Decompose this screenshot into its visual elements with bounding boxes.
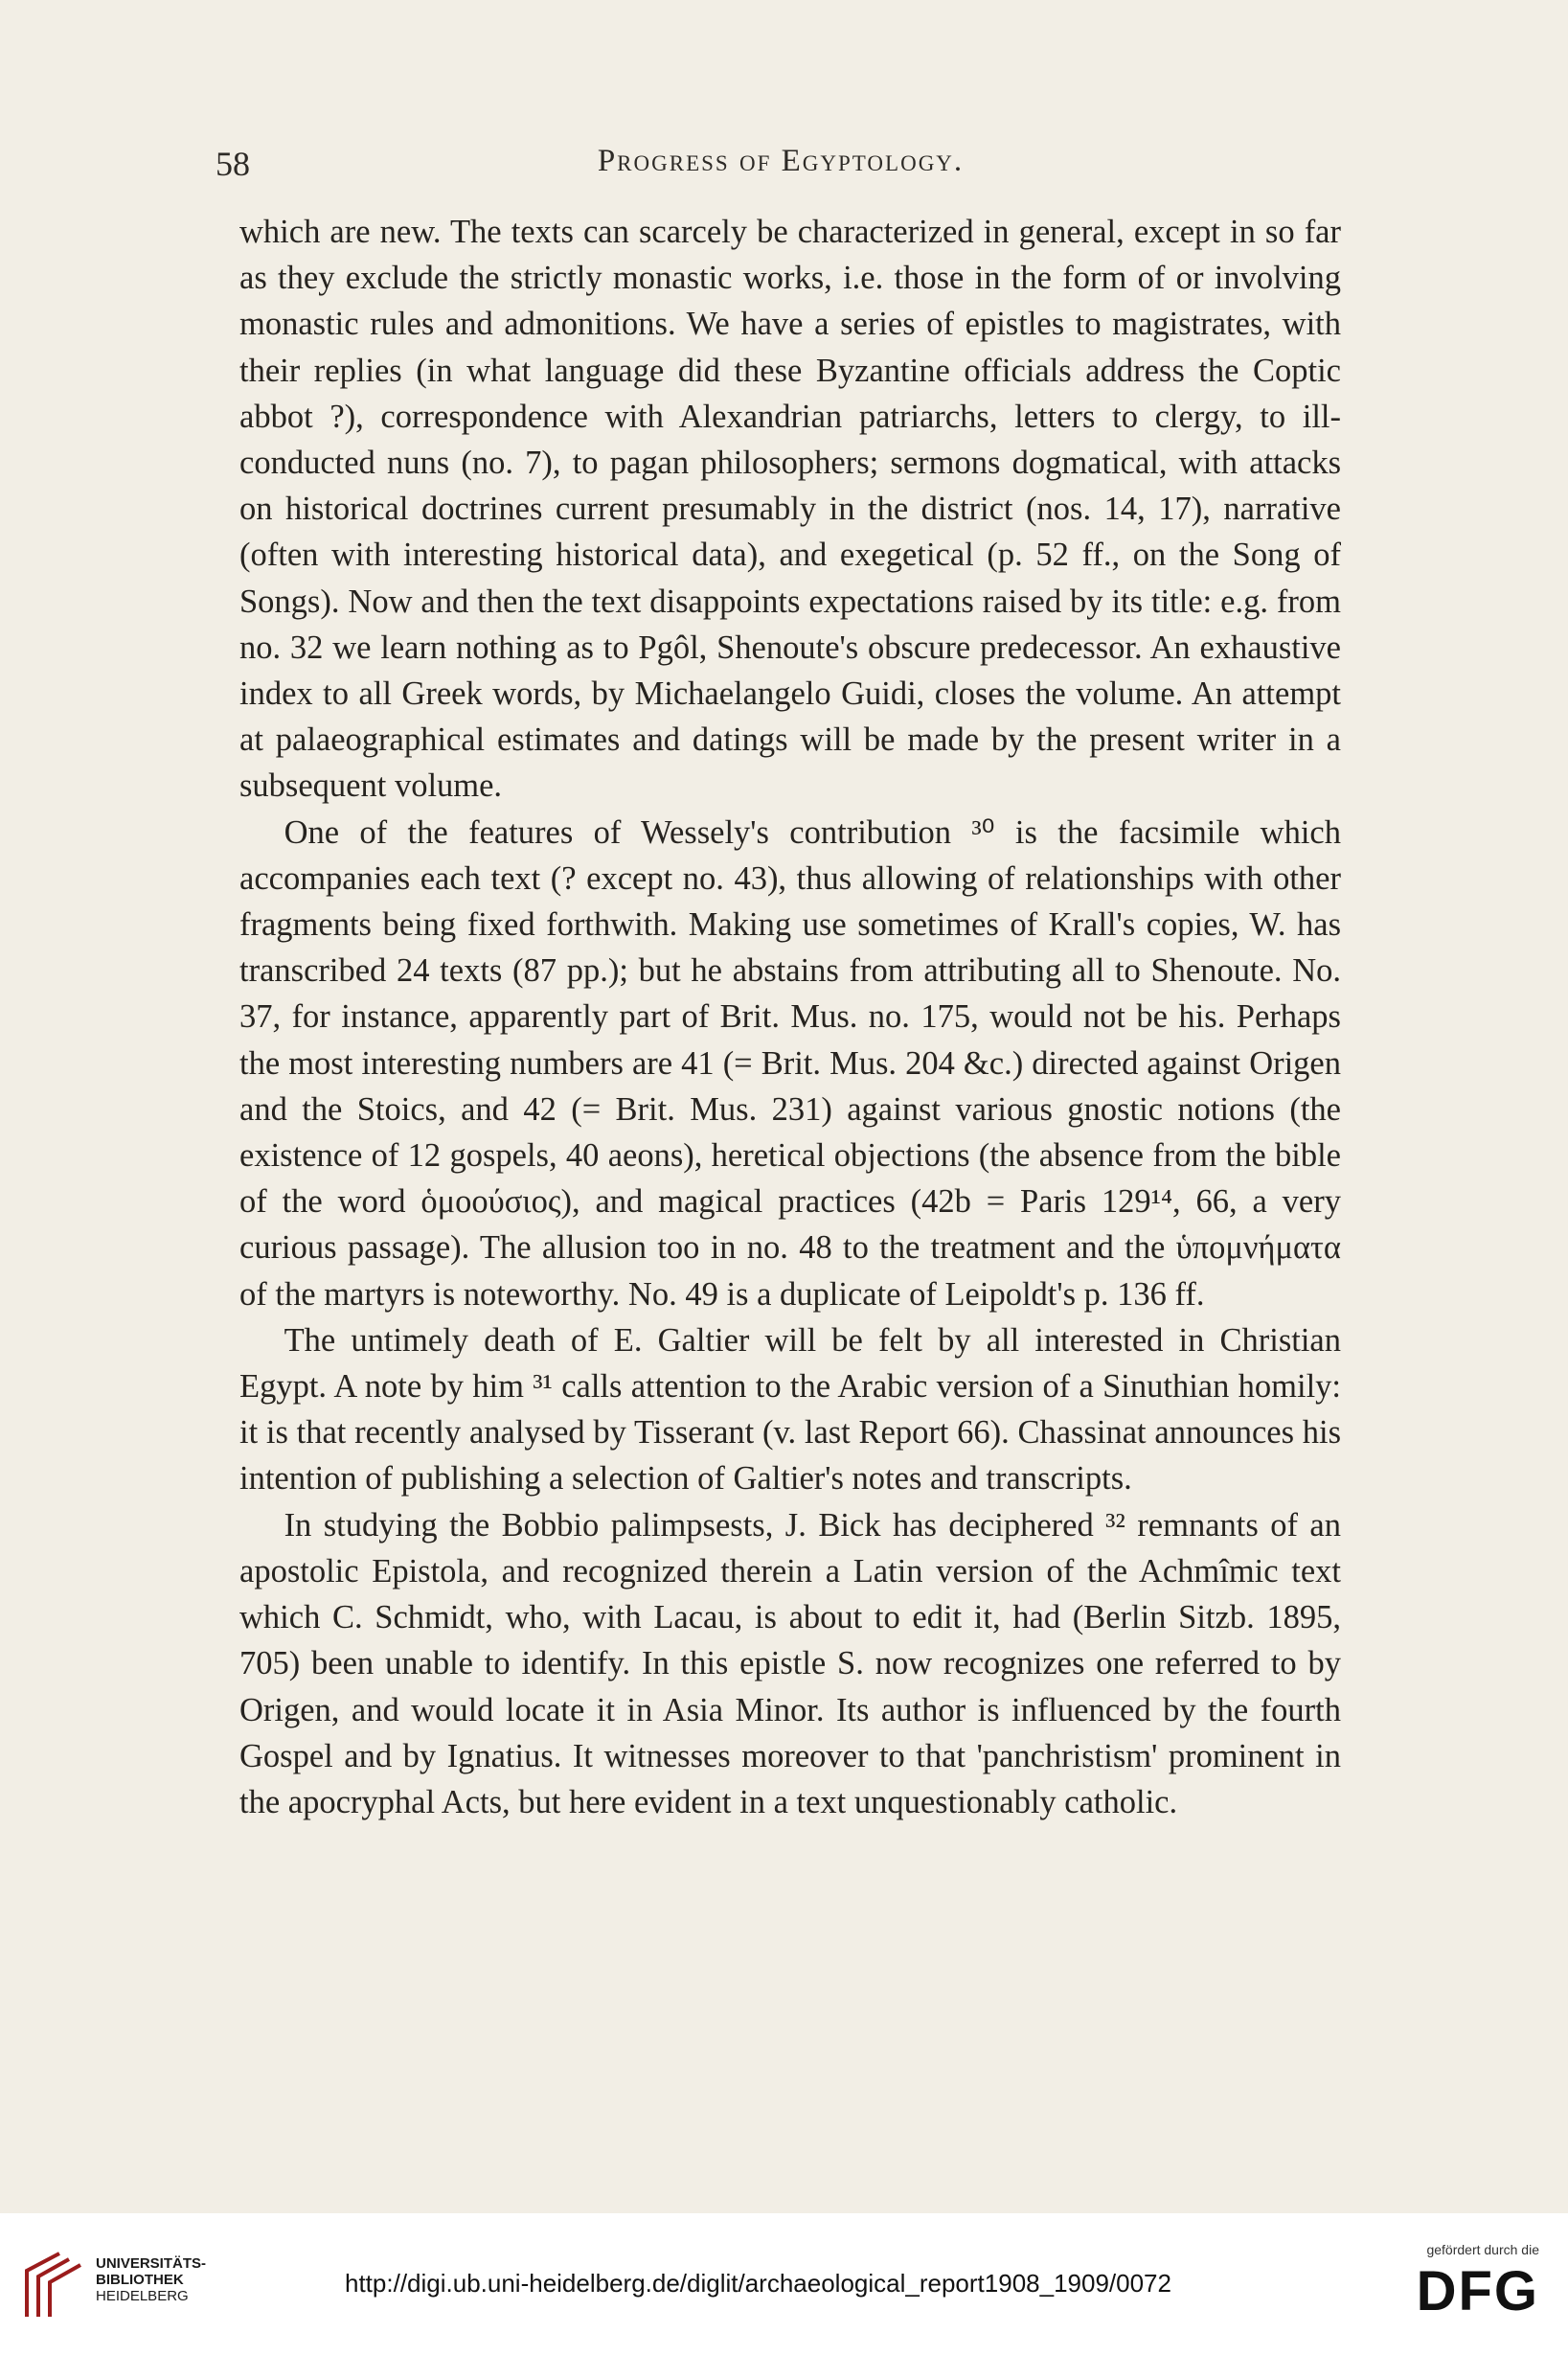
running-head: Progress of Egyptology. bbox=[597, 144, 965, 178]
library-name-line1: UNIVERSITÄTS- bbox=[96, 2255, 207, 2272]
page-number: 58 bbox=[216, 145, 250, 183]
dfg-logo: DFG bbox=[1416, 2260, 1539, 2322]
paragraph-1: which are new. The texts can scarcely be characterized in general, except in so far as they exclude the strictly monastic works, i.e. those in the form of or involving monastic rules and admonitions. We have a series of epistles to magistrates, with their replies (in what language did these Byzantine officials address the Coptic abbot ?), correspondence with Alexandrian patriarchs, letters to clergy, to ill-conducted nuns (no. 7), to pagan philosophers; sermons dogmatical, with attacks on historical doctrines current presumably in the district (nos. 14, 17), narrative (often with interesting historical data), and exegetical (p. 52 ff., on the Song of Songs). Now and then the text disappoints expectations raised by its title: e.g. from no. 32 we learn nothing as to Pgôl, Shenoute's obscure predecessor. An exhaustive index to all Greek words, by Michaelangelo Guidi, closes the volume. An attempt at palaeographical estimates and datings will be made by the present writer in a subsequent volume. bbox=[239, 214, 1341, 805]
sponsor-label: gefördert durch die bbox=[1426, 2242, 1539, 2257]
digitization-footer bbox=[0, 2213, 1568, 2356]
library-logo-icon bbox=[21, 2250, 86, 2319]
library-name-line2: BIBLIOTHEK bbox=[96, 2272, 184, 2288]
page-header bbox=[216, 144, 1346, 182]
body-text bbox=[239, 209, 1341, 1825]
paragraph-3: The untimely death of E. Galtier will be felt by all interested in Christian Egypt. A note by him ³¹ calls attention to the Arabic version of a Sinuthian homily: it is that recently analysed by Tisserant (v. last Report 66). Chassinat announces his intention of publishing a selection of Galtier's notes and transcripts. bbox=[239, 1321, 1341, 1498]
library-name bbox=[96, 2255, 206, 2304]
paragraph-4: In studying the Bobbio palimpsests, J. Bick has deciphered ³² remnants of an apostolic Epistola, and recognized therein a Latin version of the Achmîmic text which C. Schmidt, who, with Lacau, is about to edit it, had (Berlin Sitzb. 1895, 705) been unable to identify. In this epistle S. now recognizes one referred to by Origen, and would locate it in Asia Minor. Its author is influenced by the fourth Gospel and by Ignatius. It witnesses moreover to that 'panchristism' prominent in the apocryphal Acts, but here evident in a text unquestionably catholic. bbox=[239, 1506, 1341, 1820]
library-name-line3: HEIDELBERG bbox=[96, 2288, 189, 2304]
sponsor-block bbox=[1376, 2242, 1539, 2321]
source-url-link[interactable]: http://digi.ub.uni-heidelberg.de/diglit/archaeological_report1908_1909/0072 bbox=[345, 2269, 1171, 2298]
paragraph-2: One of the features of Wessely's contribution ³⁰ is the facsimile which accompanies each text (? except no. 43), thus allowing of relationships with other fragments being fixed forthwith. Making use sometimes of Krall's copies, W. has transcribed 24 texts (87 pp.); but he abstains from attributing all to Shenoute. No. 37, for instance, apparently part of Brit. Mus. no. 175, would not be his. Perhaps the most interesting numbers are 41 (= Brit. Mus. 204 &c.) directed against Origen and the Stoics, and 42 (= Brit. Mus. 231) against various gnostic notions (the existence of 12 gospels, 40 aeons), heretical objections (the absence from the bible of the word ὁμοούσιος), and magical practices (42b = Paris 129¹⁴, 66, a very curious passage). The allusion too in no. 48 to the treatment and the ὑπομνήματα of the martyrs is noteworthy. No. 49 is a duplicate of Leipoldt's p. 136 ff. bbox=[239, 813, 1341, 1313]
